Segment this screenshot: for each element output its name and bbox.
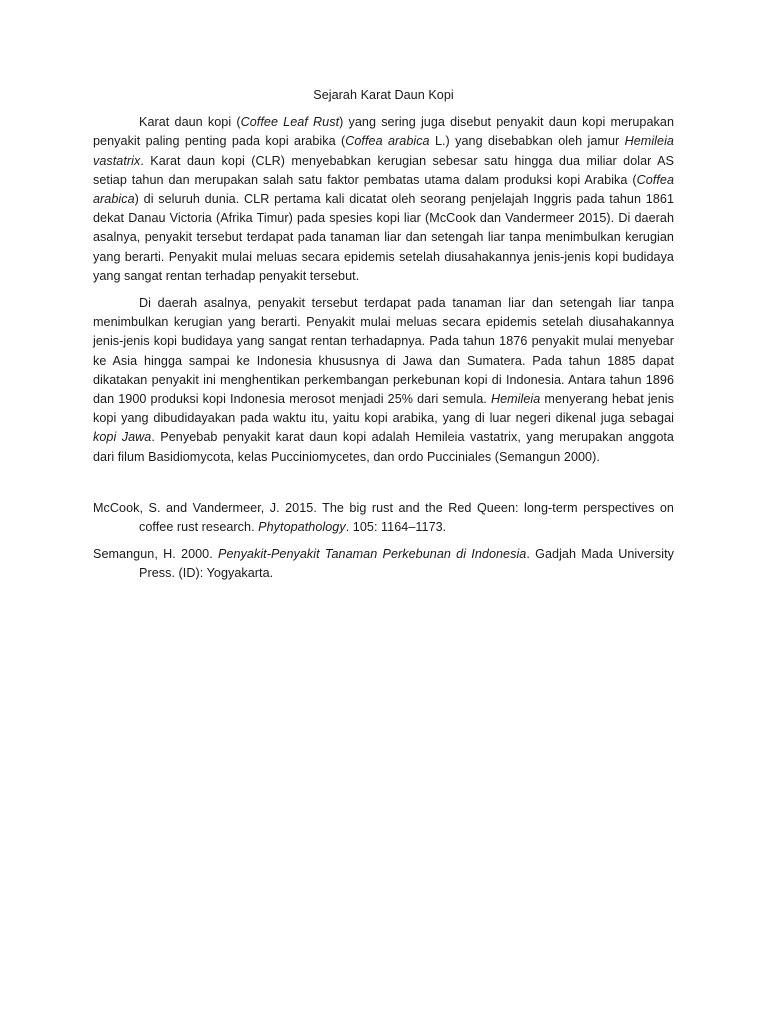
paragraph-2 (93, 294, 674, 467)
document-body (93, 86, 674, 592)
reference-list (93, 499, 674, 584)
text-run: Di daerah asalnya, penyakit tersebut terdapat pada tanaman liar dan setengah liar tanpa menimbulkan kerugian yang berarti. Penyakit mulai meluas secara epidemis setelah diusahakannya jenis-jenis kopi budidaya yang sangat rentan terhadapnya. Pada tahun 1876 penyakit mulai menyebar ke Asia hingga sampai ke Indonesia khususnya di Jawa dan Sumatera. Pada tahun 1885 dapat dikatakan penyakit ini menghentikan perkembangan perkebunan kopi di Indonesia. Antara tahun 1896 dan 1900 produksi kopi Indonesia merosot menjadi 25% dari semula. (93, 296, 674, 407)
italic-run: Phytopathology (258, 520, 346, 535)
text-run: ) di seluruh dunia. CLR pertama kali dicatat oleh seorang penjelajah Inggris pada tahun 1861 dekat Danau Victoria (Afrika Timur) pada spesies kopi liar (McCook dan Vandermeer 2015). Di daerah asalnya, penyakit tersebut terdapat pada tanaman liar dan setengah liar tanpa menimbulkan kerugian yang berarti. Penyakit mulai meluas secara epidemis setelah diusahakannya jenis-jenis kopi budidaya yang sangat rentan terhadap penyakit tersebut. (93, 192, 674, 283)
italic-run: kopi Jawa (93, 430, 152, 445)
document-title: Sejarah Karat Daun Kopi (313, 88, 454, 102)
text-run: . Penyebab penyakit karat daun kopi adalah Hemileia vastatrix, yang merupakan anggota dari filum Basidiomycota, kelas Pucciniomycetes, dan ordo Pucciniales (Semangun 2000). (93, 430, 674, 464)
italic-run: Coffea arabica (345, 134, 430, 149)
reference-item (93, 499, 674, 537)
text-run: Karat daun kopi ( (139, 115, 241, 130)
text-run: . 105: 1164–1173. (345, 520, 447, 535)
italic-run: Coffee Leaf Rust (240, 115, 340, 130)
text-run: menyerang hebat jenis kopi yang dibudidayakan pada waktu itu, yaitu kopi arabika, yang di luar negeri dikenal juga sebagai (93, 392, 674, 426)
reference-item (93, 545, 674, 583)
text-run: Semangun, H. 2000. (93, 547, 219, 562)
italic-run: Hemileia vastatrix (93, 134, 674, 168)
paragraph-1 (93, 113, 674, 286)
text-run: L.) yang disebabkan oleh jamur (429, 134, 625, 149)
italic-run: Hemileia (490, 392, 541, 407)
italic-run: Coffea arabica (93, 172, 674, 207)
text-run: ) yang sering juga disebut penyakit daun kopi merupakan penyakit paling penting pada kopi arabika ( (93, 115, 674, 149)
italic-run: Penyakit-Penyakit Tanaman Perkebunan di Indonesia (218, 547, 527, 562)
text-run: McCook, S. and Vandermeer, J. 2015. The big rust and the Red Queen: long-term perspectives on coffee rust research. (93, 500, 674, 535)
text-run: . Gadjah Mada University Press. (ID): Yogyakarta. (139, 547, 674, 581)
text-run: . Karat daun kopi (CLR) menyebabkan kerugian sebesar satu hingga dua miliar dolar AS setiap tahun dan merupakan salah satu faktor pembatas utama dalam produksi kopi Arabika ( (93, 153, 674, 187)
